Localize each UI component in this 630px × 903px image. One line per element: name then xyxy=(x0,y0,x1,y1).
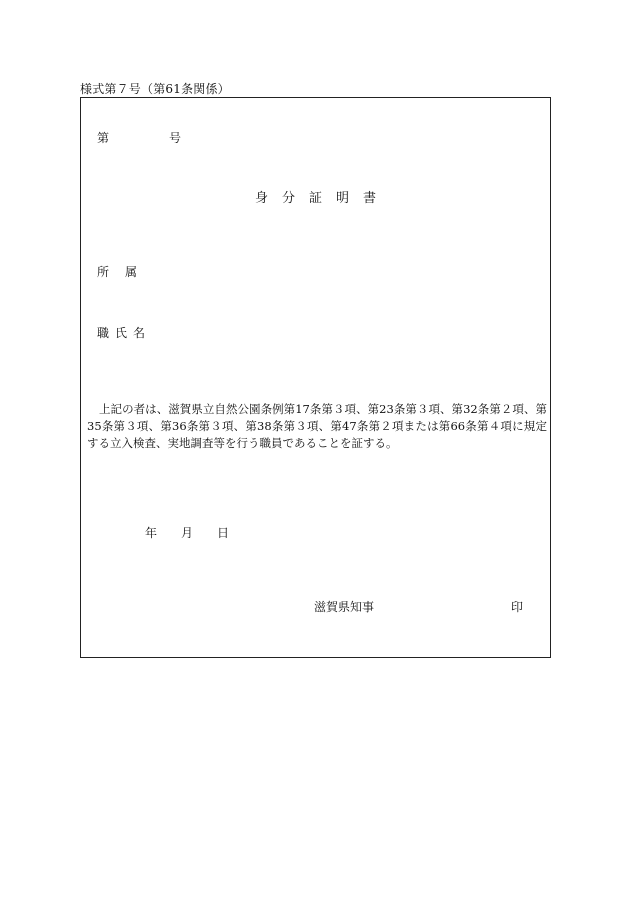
issuer-name: 滋賀県知事 xyxy=(314,600,375,614)
certificate-frame xyxy=(80,97,551,658)
certificate-body-text: 上記の者は、滋賀県立自然公園条例第17条第３項、第23条第３項、第32条第２項、第35条第３項、第36条第３項、第38条第３項、第47条第２項または第66条第４項に規定する立入検査、実地調査等を行う職員であることを証する。 xyxy=(87,402,547,450)
date-month-label: 月 xyxy=(181,526,194,540)
certificate-number-suffix: 号 xyxy=(169,131,182,145)
date-year-label: 年 xyxy=(145,526,158,540)
issue-date xyxy=(145,524,229,541)
date-day-label: 日 xyxy=(217,526,230,540)
job-title-name-label: 職氏名 xyxy=(97,326,152,340)
affiliation-label: 所属 xyxy=(97,265,154,279)
certificate-title: 身分証明書 xyxy=(254,191,390,206)
certificate-number-prefix: 第 xyxy=(97,131,110,145)
seal-mark: 印 xyxy=(511,600,524,614)
form-number-label: 様式第７号（第61条関係） xyxy=(80,82,230,96)
